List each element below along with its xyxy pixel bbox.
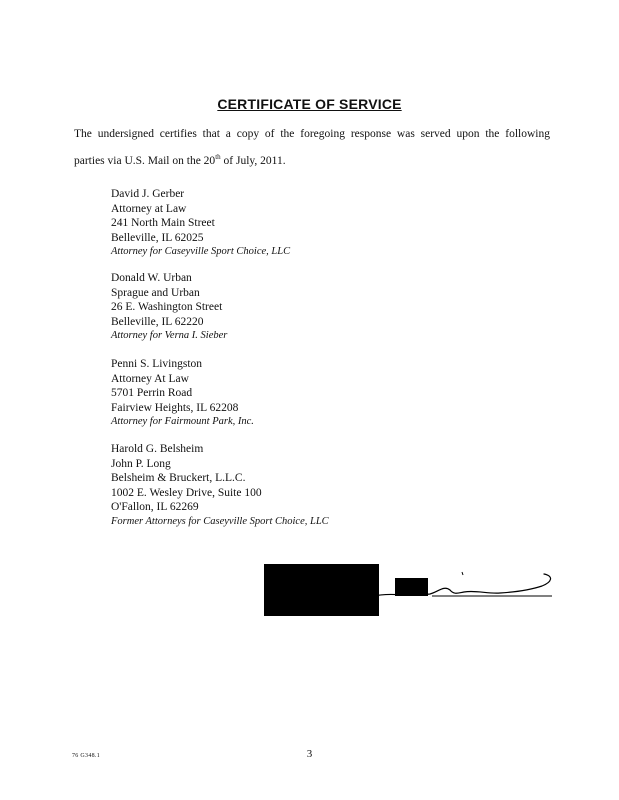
recipient-line: O'Fallon, IL 62269 bbox=[111, 501, 199, 513]
recipient-line: Attorney At Law bbox=[111, 372, 189, 385]
recipient-line: 1002 E. Wesley Drive, Suite 100 bbox=[111, 486, 262, 499]
intro-line-2 bbox=[74, 155, 550, 167]
recipient-line: 26 E. Washington Street bbox=[111, 301, 223, 313]
recipient-name: Harold G. Belsheim bbox=[111, 443, 204, 455]
page-number: 3 bbox=[306, 748, 313, 760]
document-code: 76 G348.1 bbox=[72, 753, 101, 759]
recipient-name: Penni S. Livingston bbox=[111, 358, 203, 370]
intro-line-1: The undersigned certifies that a copy of the foregoing response was served upon the following bbox=[74, 128, 550, 140]
recipient-line: Sprague and Urban bbox=[111, 286, 200, 299]
recipient-block bbox=[111, 442, 329, 529]
recipient-block bbox=[111, 187, 290, 260]
intro-text: parties via U.S. Mail on the 20 bbox=[74, 155, 216, 167]
ordinal-suffix: th bbox=[215, 153, 221, 162]
signature-stroke bbox=[462, 572, 463, 575]
signature-image bbox=[262, 560, 562, 618]
recipient-line: 241 North Main Street bbox=[111, 217, 215, 229]
recipient-line: Fairview Heights, IL 62208 bbox=[111, 401, 239, 414]
recipient-name: Donald W. Urban bbox=[111, 272, 192, 284]
redaction-box bbox=[395, 578, 428, 596]
recipient-role: Former Attorneys for Caseyville Sport Choice, LLC bbox=[111, 515, 329, 527]
recipient-name: David J. Gerber bbox=[111, 188, 185, 200]
recipient-block bbox=[111, 271, 227, 344]
redaction-box bbox=[264, 564, 379, 616]
recipient-role: Attorney for Verna I. Sieber bbox=[111, 330, 228, 341]
recipient-role: Attorney for Fairmount Park, Inc. bbox=[111, 416, 254, 427]
recipient-line: Attorney at Law bbox=[111, 202, 187, 215]
recipient-role: Attorney for Caseyville Sport Choice, LLC bbox=[111, 246, 291, 257]
recipient-line: 5701 Perrin Road bbox=[111, 387, 193, 399]
recipient-name: John P. Long bbox=[111, 457, 171, 470]
recipient-line: Belleville, IL 62220 bbox=[111, 315, 204, 328]
intro-date-text: of July, 2011. bbox=[220, 155, 286, 167]
recipient-line: Belleville, IL 62025 bbox=[111, 231, 204, 244]
recipient-block bbox=[111, 357, 254, 430]
recipient-line: Belsheim & Bruckert, L.L.C. bbox=[111, 472, 246, 484]
page-title: CERTIFICATE OF SERVICE bbox=[217, 96, 402, 112]
